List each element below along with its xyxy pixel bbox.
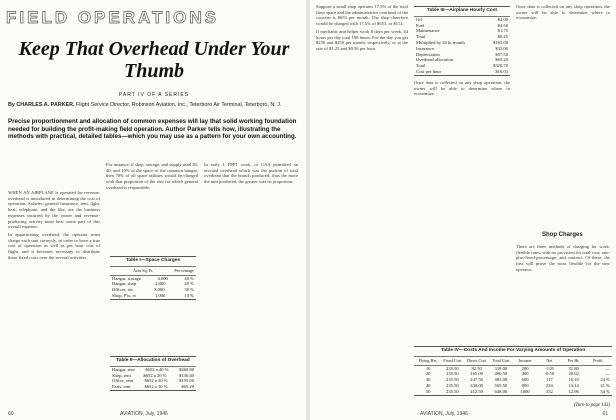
- table-cell: 235.50: [446, 382, 459, 388]
- table-header-row: [414, 357, 612, 366]
- publication-line: AVIATION, July, 1946: [120, 411, 168, 417]
- body-column-2: [106, 162, 198, 193]
- table-cell: Depreciation: [416, 51, 440, 57]
- body-paragraph: Suppose a small shop operates 17.5% of the total floor space and the administrative overhead of the concern is $653 per month. The shop therefore would be charged with 17.5% of $653, or $114.: [316, 4, 408, 27]
- table-cell: 200: [521, 365, 529, 371]
- table-header: Net: [546, 357, 553, 363]
- table-cell: Total: [416, 34, 426, 40]
- table-cell: 400.50: [494, 371, 508, 377]
- left-page: [0, 0, 306, 420]
- table-cell: Maintenance: [416, 28, 440, 34]
- body-column-6: [516, 4, 610, 23]
- page-footer: [602, 411, 608, 417]
- body-paragraph: There are three methods of charging for work: flexible rates, with no provision for total cost; rate-plus-fixed-percentage; and contract. Of these, the first will prove the most flexible for the new operator.: [516, 244, 610, 272]
- table-cell: 400: [521, 371, 529, 377]
- table-cell: 20.02: [568, 371, 579, 377]
- table-cell: Shop, rent: [112, 372, 131, 378]
- section-banner: FIELD OPERATIONS: [6, 8, 219, 27]
- table-caption: Table IV—Costs And Income For Varying Amounts of Operation: [414, 347, 612, 357]
- table-cell: Hangar, shop: [112, 281, 137, 287]
- table-cell: Oil: [416, 16, 422, 22]
- table-cell: 235.50: [446, 377, 459, 383]
- table-cell: —: [605, 365, 610, 371]
- table-cell: $652 a 20 %: [143, 372, 167, 378]
- table-cell: 412.50: [470, 388, 483, 394]
- table-cell: —: [605, 371, 610, 377]
- table-cell: Hangar, storage: [112, 275, 141, 281]
- table-cell: 648.00: [494, 388, 508, 394]
- table-cell: 54 %: [600, 388, 610, 394]
- table-cell: 330.00: [470, 382, 483, 388]
- table-cell: Multiplied by 20 hr month: [416, 39, 465, 45]
- table-row: [110, 293, 196, 299]
- article-title: Keep That Overhead Under Your Thumb: [18, 38, 290, 82]
- body-paragraph: Once data is collected on any shop operation, the owner will be able to determine where to economize.: [516, 4, 610, 21]
- table-cell: $130.40: [179, 372, 194, 378]
- table-cell: $65.20: [181, 384, 194, 390]
- table-cell: 40 %: [184, 275, 194, 281]
- publication-footer: [420, 411, 468, 417]
- table-cell: $652 a 40 %: [145, 366, 169, 372]
- table-cell: 14.14: [568, 382, 579, 388]
- body-column-7: [516, 244, 610, 275]
- table-header-row: [110, 267, 196, 276]
- table-cell: $165.00: [493, 39, 508, 45]
- space-charges-table: [110, 256, 196, 300]
- table-cell: 235.50: [446, 388, 459, 394]
- table-cell: 31.80: [568, 365, 579, 371]
- table-row: [414, 69, 510, 75]
- table-cell: Office, rent: [112, 378, 134, 384]
- table-cell: $652 a 10 %: [144, 384, 168, 390]
- table-cell: $16.03: [495, 68, 508, 74]
- table-cell: 352: [545, 388, 553, 394]
- right-page: [310, 0, 616, 420]
- table-cell: 24 %: [600, 377, 610, 383]
- table-cell: $260.80: [179, 366, 194, 372]
- series-label: PART IV OF A SERIES: [118, 92, 190, 98]
- table-cell: -0.50: [544, 371, 555, 377]
- table-header: Total Cost: [492, 357, 510, 363]
- body-paragraph: For instance, if shop, storage, and supply used 20, 40, and 10% of the space of the common hangar, then 70% of all space utilities would be charged with that proportion of the rent for which general overhead is responsible.: [106, 162, 198, 190]
- publication-footer: [120, 411, 168, 417]
- costs-income-table: [414, 346, 612, 396]
- table-cell: Hangar, rent: [112, 366, 135, 372]
- table-cell: 318.00: [494, 365, 508, 371]
- body-column-5: [414, 80, 510, 99]
- body-column-4: [316, 4, 408, 54]
- author-affiliation: Flight Service Director, Robinson Aviation, Inc., Teterboro Air Terminal, Teterboro, N. J.: [76, 102, 282, 108]
- table-cell: 117: [546, 377, 553, 383]
- table-cell: 234: [545, 382, 553, 388]
- table-cell: 565.50: [494, 382, 508, 388]
- table-cell: $1.75: [497, 28, 508, 34]
- table-cell: $33.00: [495, 45, 508, 51]
- table-cell: 1000: [520, 388, 530, 394]
- byline: [8, 102, 298, 109]
- airplane-hourly-cost-table: [414, 6, 510, 76]
- table-caption: Table III—Airplane Hourly Cost: [414, 7, 510, 17]
- table-cell: 12.96: [568, 388, 579, 394]
- table-header: Flying Hrs.: [418, 357, 438, 363]
- body-paragraph: If mechanic and helper work 8 days per week, 44 hours per day total 198 hours. For the day you get $250 and $250 per month, respectively, or at the rate of $1.25 and $0.56 per hour.: [316, 28, 408, 51]
- body-column-1: [8, 190, 100, 262]
- table-header: Profit: [593, 357, 603, 363]
- body-paragraph: In early 1 FPPT work, or CAA permitted an accrued overhead which was the portion of total overhead that the branch produced; thus the more the unit produced, the greater was its proportion.: [204, 162, 298, 185]
- table-header: Fixed Cost: [443, 357, 462, 363]
- page-number: 60: [8, 411, 14, 417]
- table-cell: 20: [425, 371, 431, 377]
- table-cell: 235.50: [446, 365, 459, 371]
- subhead-shop-charges: Shop Charges: [542, 232, 583, 238]
- table-cell: 10 %: [184, 292, 194, 298]
- body-paragraph: WHEN AN AIRPLANE is operated for revenue, overhead is introduced in determining the cost of operation. Salaries, general insurance, rent, light, heat, telephone, and the like, are the business expenses incurred by the owner and revenue-producing activity must bear some part of this overall expense.: [8, 190, 100, 230]
- table-cell: $57.50: [495, 51, 508, 57]
- table-cell: 1,000: [154, 292, 166, 298]
- table-cell: $2.00: [497, 16, 508, 22]
- body-paragraph: Once data is collected on any shop operation, the owner will be able to determine where to economize.: [414, 80, 510, 97]
- table-cell: Cost per hour: [416, 68, 442, 74]
- table-cell: 41 %: [600, 382, 610, 388]
- article-dek: Precise proportionment and allocation of common expenses will lay that solid working foundation needed for building the profit-making field operation. Author Parker tells how, illustrating the methods with practical, detailed tables—which you may use as a pattern for your own accounting.: [8, 118, 297, 141]
- table-cell: Overhead allocation: [416, 57, 454, 63]
- table-header: Income: [518, 357, 532, 363]
- table-cell: Offices, etc.: [112, 287, 135, 293]
- table-cell: 235.50: [446, 371, 459, 377]
- table-cell: Shop, P'ts, et: [112, 292, 136, 298]
- table-cell: 82.50: [471, 365, 482, 371]
- table-cell: 3,000: [154, 287, 165, 293]
- table-cell: 16.10: [568, 377, 579, 383]
- table-cell: $8.25: [497, 34, 508, 40]
- table-header: Per-centage: [174, 267, 194, 273]
- table-header: Per Hr.: [567, 357, 580, 363]
- overhead-allocation-table: [110, 356, 196, 391]
- table-cell: Fuel: [416, 22, 425, 28]
- table-cell: 10: [425, 365, 431, 371]
- table-cell: 247.50: [470, 377, 483, 383]
- table-cell: 483.00: [494, 377, 508, 383]
- page-footer: [8, 411, 14, 417]
- table-cell: $320.70: [493, 63, 508, 69]
- table-row: [414, 389, 612, 395]
- table-cell: $195.60: [179, 378, 194, 384]
- table-cell: 600: [521, 377, 529, 383]
- table-cell: 30: [425, 377, 431, 383]
- table-cell: 2,000: [155, 281, 166, 287]
- table-cell: 20 %: [184, 281, 194, 287]
- table-caption: Table II—Allocation of Overhead: [110, 357, 196, 367]
- continued-note: (Turn to page 143): [573, 403, 610, 408]
- table-cell: 40: [425, 382, 431, 388]
- table-cell: 165.00: [470, 371, 483, 377]
- table-cell: Total: [416, 63, 426, 69]
- page-number: 61: [602, 411, 608, 417]
- table-cell: Parts, rent: [112, 384, 131, 390]
- table-cell: $65.20: [495, 57, 508, 63]
- body-paragraph: In apportioning overhead, the operator must charge each unit correctly, in order to have a true cost of operation as well as per hour cost of flight, and it becomes necessary to distribute these fixed costs over the several activities.: [8, 231, 100, 260]
- table-cell: Insurance: [416, 45, 434, 51]
- table-header: Area Sq. Ft.: [133, 267, 154, 273]
- table-cell: 800: [521, 382, 529, 388]
- table-cell: 30 %: [184, 287, 194, 293]
- publication-line: AVIATION, July, 1946: [420, 411, 468, 417]
- table-row: [110, 384, 196, 390]
- body-column-3: [204, 162, 298, 187]
- author-name: By CHARLES A. PARKER,: [8, 102, 75, 108]
- table-header: Direct Cost: [467, 357, 487, 363]
- table-cell: $652 a 30 %: [144, 378, 168, 384]
- table-cell: -118: [545, 365, 554, 371]
- table-cell: 4,000: [157, 275, 168, 281]
- table-caption: Table I—Space Charges: [110, 257, 196, 267]
- table-cell: $4.50: [497, 22, 508, 28]
- table-cell: 50: [425, 388, 431, 394]
